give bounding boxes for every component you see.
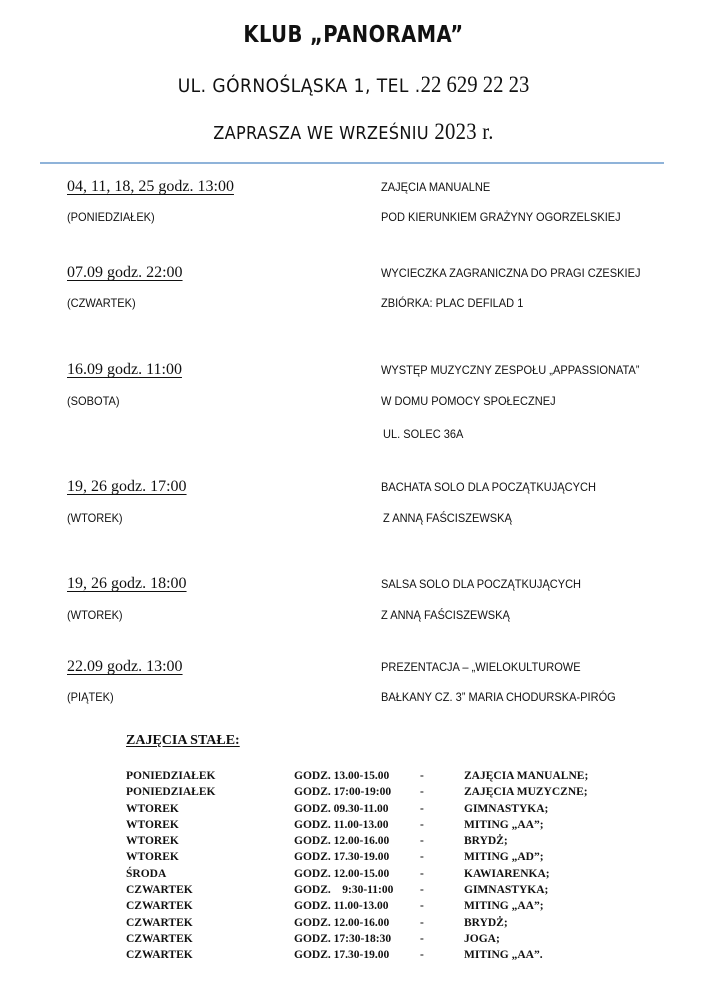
event-desc-line: WYSTĘP MUZYCZNY ZESPOŁU „APPASSIONATA” bbox=[381, 363, 640, 377]
row-activity: BRYDŻ; bbox=[464, 916, 508, 929]
row-activity: JOGA; bbox=[464, 932, 500, 945]
event-day: (WTOREK) bbox=[67, 511, 123, 525]
row-dash: - bbox=[420, 884, 424, 897]
address-text: UL. GÓRNOŚLĄSKA 1, TEL . bbox=[177, 75, 421, 97]
row-activity: ZAJĘCIA MANUALNE; bbox=[464, 770, 589, 782]
row-day: CZWARTEK bbox=[126, 884, 193, 897]
event-day: (WTOREK) bbox=[67, 608, 123, 622]
row-hours: GODZ. 11.00-13.00 bbox=[294, 900, 389, 913]
table-row bbox=[126, 898, 646, 914]
row-activity: GIMNASTYKA; bbox=[464, 884, 549, 897]
event-date: 19, 26 godz. 18:00 bbox=[67, 575, 187, 592]
row-activity: GIMNASTYKA; bbox=[464, 802, 549, 815]
phone-number: 22 629 22 23 bbox=[420, 72, 530, 97]
event-desc-line: WYCIECZKA ZAGRANICZNA DO PRAGI CZESKIEJ bbox=[381, 266, 641, 280]
row-activity: ZAJĘCIA MUZYCZNE; bbox=[464, 786, 588, 799]
table-row bbox=[126, 866, 646, 882]
invite-line bbox=[35, 119, 671, 145]
row-hours: GODZ. 11.00-13.00 bbox=[294, 818, 389, 831]
fixed-activities-title: ZAJĘCIA STAŁE: bbox=[126, 733, 240, 748]
table-row bbox=[126, 833, 646, 849]
row-hours: GODZ. 17.30-19.00 bbox=[294, 949, 390, 962]
row-day: CZWARTEK bbox=[126, 916, 193, 929]
row-day: PONIEDZIAŁEK bbox=[126, 786, 216, 799]
row-dash: - bbox=[420, 932, 424, 945]
row-dash: - bbox=[420, 818, 424, 831]
fixed-activities-table bbox=[126, 768, 646, 964]
event-day: (SOBOTA) bbox=[67, 394, 120, 408]
event-desc-line: BACHATA SOLO DLA POCZĄTKUJĄCYCH bbox=[381, 480, 596, 494]
event-date: 22.09 godz. 13:00 bbox=[67, 658, 183, 675]
event-date: 07.09 godz. 22:00 bbox=[67, 264, 183, 281]
row-dash: - bbox=[420, 851, 424, 864]
row-activity: MITING „AA”; bbox=[464, 818, 544, 831]
row-hours: GODZ. 13.00-15.00 bbox=[294, 770, 390, 782]
row-hours: GODZ. 17:30-18:30 bbox=[294, 932, 392, 945]
event-desc-line: ZBIÓRKA: PLAC DEFILAD 1 bbox=[381, 296, 524, 310]
row-hours: GODZ. 12.00-16.00 bbox=[294, 916, 390, 929]
row-hours: GODZ. 17:00-19:00 bbox=[294, 786, 392, 799]
row-dash: - bbox=[420, 949, 424, 962]
row-day: WTOREK bbox=[126, 802, 179, 815]
row-day: CZWARTEK bbox=[126, 949, 193, 962]
table-row bbox=[126, 947, 646, 963]
event-desc-line: UL. SOLEC 36A bbox=[383, 427, 464, 441]
header-divider bbox=[40, 162, 664, 164]
event-day: (CZWARTEK) bbox=[67, 296, 136, 310]
row-activity: KAWIARENKA; bbox=[464, 867, 550, 880]
event-date: 16.09 godz. 11:00 bbox=[67, 361, 182, 378]
row-dash: - bbox=[420, 916, 424, 929]
row-day: CZWARTEK bbox=[126, 932, 193, 945]
row-hours: GODZ. 09.30-11.00 bbox=[294, 802, 389, 815]
event-day: (PIĄTEK) bbox=[67, 690, 114, 704]
row-dash: - bbox=[420, 835, 424, 848]
row-hours: GODZ. 17.30-19.00 bbox=[294, 851, 390, 864]
row-dash: - bbox=[420, 867, 424, 880]
table-row bbox=[126, 817, 646, 833]
row-activity: MITING „AD”; bbox=[464, 851, 544, 864]
event-date: 04, 11, 18, 25 godz. 13:00 bbox=[67, 178, 234, 195]
row-day: ŚRODA bbox=[126, 867, 167, 880]
row-hours: GODZ. 9:30-11:00 bbox=[294, 884, 394, 897]
row-dash: - bbox=[420, 802, 424, 815]
event-desc-line: W DOMU POMOCY SPOŁECZNEJ bbox=[381, 394, 556, 408]
event-desc-line: SALSA SOLO DLA POCZĄTKUJĄCYCH bbox=[381, 577, 582, 591]
club-title: KLUB „PANORAMA” bbox=[243, 22, 464, 48]
event-day: (PONIEDZIAŁEK) bbox=[67, 210, 155, 224]
invite-text: ZAPRASZA WE WRZEŚNIU bbox=[213, 123, 429, 144]
table-row bbox=[126, 849, 646, 865]
row-day: WTOREK bbox=[126, 835, 179, 848]
event-desc-line: Z ANNĄ FAŚCISZEWSKĄ bbox=[383, 511, 512, 525]
table-row bbox=[126, 882, 646, 898]
invite-year: 2023 r. bbox=[434, 119, 494, 144]
event-desc-line: ZAJĘCIA MANUALNE bbox=[381, 180, 491, 194]
row-hours: GODZ. 12.00-16.00 bbox=[294, 835, 390, 848]
event-date: 19, 26 godz. 17:00 bbox=[67, 478, 187, 495]
row-dash: - bbox=[420, 786, 424, 799]
table-row bbox=[126, 801, 646, 817]
table-row bbox=[126, 768, 646, 784]
row-activity: BRYDŻ; bbox=[464, 835, 508, 848]
table-row bbox=[126, 931, 646, 947]
event-desc-line: Z ANNĄ FAŚCISZEWSKĄ bbox=[381, 608, 510, 622]
row-day: CZWARTEK bbox=[126, 900, 193, 913]
event-desc-line: POD KIERUNKIEM GRAŻYNY OGORZELSKIEJ bbox=[381, 210, 621, 224]
row-day: WTOREK bbox=[126, 818, 179, 831]
club-address bbox=[35, 72, 671, 98]
row-dash: - bbox=[420, 770, 424, 782]
row-activity: MITING „AA”; bbox=[464, 900, 544, 913]
table-row bbox=[126, 784, 646, 800]
event-desc-line: PREZENTACJA – „WIELOKULTUROWE bbox=[381, 660, 581, 674]
row-hours: GODZ. 12.00-15.00 bbox=[294, 867, 390, 880]
row-dash: - bbox=[420, 900, 424, 913]
table-row bbox=[126, 915, 646, 931]
event-desc-line: BAŁKANY CZ. 3” MARIA CHODURSKA-PIRÓG bbox=[381, 690, 616, 704]
row-activity: MITING „AA”. bbox=[464, 949, 543, 962]
row-day: WTOREK bbox=[126, 851, 179, 864]
row-day: PONIEDZIAŁEK bbox=[126, 770, 216, 782]
